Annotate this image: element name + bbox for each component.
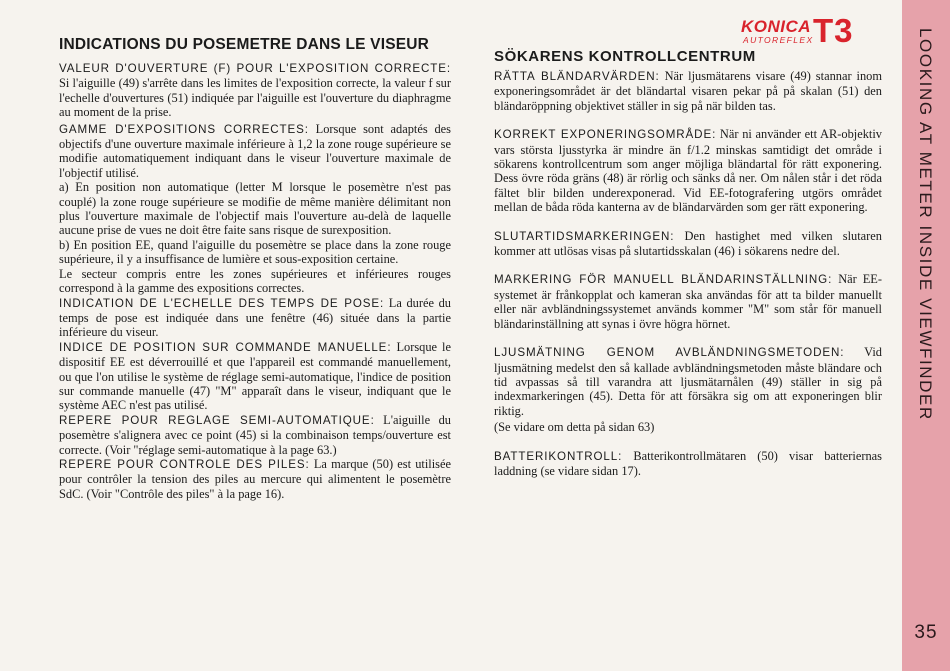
sv-heading-range: KORREKT EXPONERINGSOMRÅDE:: [494, 128, 717, 142]
swedish-column: [494, 48, 882, 492]
sv-para-manual: MARKERING FÖR MANUELL BLÄNDARINSTÄLLNING: När EE-systemet är frånkopplat och kameran ska användas för att ta bilder manuellt eller när avbländningssystemet används kommer "M" som står för manuell bländarinställning att synas i övre högra hörnet.: [494, 272, 882, 331]
logo-sub: AUTOREFLEX: [743, 35, 814, 45]
fr-para-manual: INDICE DE POSITION SUR COMMANDE MANUELLE: Lorsque le dispositif EE est déverrouillé et que l'appareil est commandé manuellement, ou que l'on utilise le système de réglage semi-automatique, l'indice de position sur commande manuelle (47) "M" apparaît dans le viseur, indiquant que le système AEC n'est pas utilisé.: [59, 339, 451, 413]
fr-heading-shutter: INDICATION DE L'ECHELLE DES TEMPS DE POSE:: [59, 296, 385, 310]
sv-para-see-page: (Se vidare om detta på sidan 63): [494, 420, 655, 435]
sv-heading-battery: BATTERIKONTROLL:: [494, 449, 623, 463]
fr-para-a: a) En position non automatique (letter M lorsque le posemètre n'est pas couplé) la zone rouge supérieure se modifie de même manière délimitant non plus l'ouverture maximale de l'objectif mais l'ouverture au-delà de laquelle aucune prise de vues ne doit être faite sans risque de surexposition.: [59, 180, 451, 238]
fr-para-aperture: VALEUR D'OUVERTURE (F) POUR L'EXPOSITION CORRECTE: Si l'aiguille (49) s'arrête dans les limites de l'exposition correcte, la valeur f sur l'echelle d'ouvertures (51) indiquée par l'aiguille est l'ouverture du diaphragme au moment de la prise.: [59, 62, 451, 120]
sv-heading-stopdown: LJUSMÄTNING GENOM AVBLÄNDNINGSMETODEN:: [494, 346, 845, 360]
sv-heading-shutter: SLUTARTIDSMARKERINGEN:: [494, 229, 675, 243]
fr-heading-aperture: VALEUR D'OUVERTURE (F) POUR L'EXPOSITION CORRECTE:: [59, 62, 451, 75]
sv-heading-aperture: RÄTTA BLÄNDARVÄRDEN:: [494, 70, 660, 83]
fr-para-semiauto: REPERE POUR REGLAGE SEMI-AUTOMATIQUE: L'aiguille du posemètre s'alignera avec ce point (45) si la combinaison temps/ouverture est correcte. (Voir "réglage semi-automatique à la page 63.): [59, 412, 451, 457]
sv-para-shutter: SLUTARTIDSMARKERINGEN: Den hastighet med vilken slutaren kommer att utlösas visas på slutartidsskalan (46) i sökarens nedre del.: [494, 228, 882, 259]
page-number: 35: [914, 622, 938, 643]
fr-heading-range: GAMME D'EXPOSITIONS CORRECTES:: [59, 122, 309, 136]
sv-para-aperture: RÄTTA BLÄNDARVÄRDEN: När ljusmätarens visare (49) stannar inom exponeringsområdet är det bländartal visaren pekar på på skalan (51) den bländaröppning objektivet ställer in sig på när bilden tas.: [494, 69, 882, 113]
logo-brand: KONICA: [741, 17, 812, 36]
section-side-tab: [902, 0, 950, 671]
french-column: [59, 36, 451, 501]
sv-para-range: KORREKT EXPONERINGSOMRÅDE: När ni använder ett AR-objektiv vars största ljusstyrka är mindre än f/1.2 minskas samtidigt det område i sökarens kontrollcentrum som anger möjliga bländartal för rätt exponering. Dess övre röda gräns (48) är rörlig och sänks då ner. Om nålen står i det röda fältet blir bilden underexponerad. Vid EE-fotografering utgörs området mellan de båda röda kanterna av de bländarvärden som ger rätt exponering.: [494, 127, 882, 215]
fr-para-battery: REPERE POUR CONTROLE DES PILES: La marque (50) est utilisée pour contrôler la tension des piles au mercure qui alimentent le posemètre SdC. (Voir "Contrôle des piles" à la page 16).: [59, 456, 451, 501]
sv-para-battery: BATTERIKONTROLL: Batterikontrollmätaren (50) visar batteriernas laddning (se vidare sidan 17).: [494, 448, 882, 478]
fr-para-shutter: INDICATION DE L'ECHELLE DES TEMPS DE POSE: La durée du temps de pose est indiquée dans une fenêtre (46) située dans la partie inférieure du viseur.: [59, 295, 451, 340]
fr-para-sector: Le secteur compris entre les zones supérieures et inférieures rouges correspond à la gamme des expositions correctes.: [59, 266, 451, 296]
fr-para-range: GAMME D'EXPOSITIONS CORRECTES: Lorsque sont adaptés des objectifs d'une ouverture maximale inférieure à 1,2 la zone rouge supérieure se modifie automatiquement indiquant dans le viseur l'ouverture maximale de l'objectif utilisé.: [59, 121, 452, 180]
fr-heading-battery: REPERE POUR CONTROLE DES PILES:: [59, 457, 310, 471]
swedish-title: SÖKARENS KONTROLLCENTRUM: [494, 48, 756, 65]
sv-heading-manual: MARKERING FÖR MANUELL BLÄNDARINSTÄLLNING:: [494, 273, 833, 287]
fr-para-b: b) En position EE, quand l'aiguille du posemètre se place dans la zone rouge supérieure, il y a insuffisance de lumière et sous-exposition certaine.: [59, 237, 451, 267]
logo-model: T3: [813, 12, 854, 49]
sv-para-stopdown: LJUSMÄTNING GENOM AVBLÄNDNINGSMETODEN: Vid ljusmätning medelst den så kallade avbländningsmetoden måste bländare och tid avpassas så till varandra att ljusmätarnålen (49) ställer in sig på indexmarkeringen (45). Detta för att försäkra sig om att exponeringen blir riktig.: [494, 345, 882, 418]
french-title: INDICATIONS DU POSEMETRE DANS LE VISEUR: [59, 36, 430, 53]
side-tab-label: LOOKING AT METER INSIDE VIEWFINDER: [916, 28, 935, 421]
fr-heading-semiauto: REPERE POUR REGLAGE SEMI-AUTOMATIQUE:: [59, 413, 375, 427]
fr-heading-manual: INDICE DE POSITION SUR COMMANDE MANUELLE:: [59, 340, 392, 354]
